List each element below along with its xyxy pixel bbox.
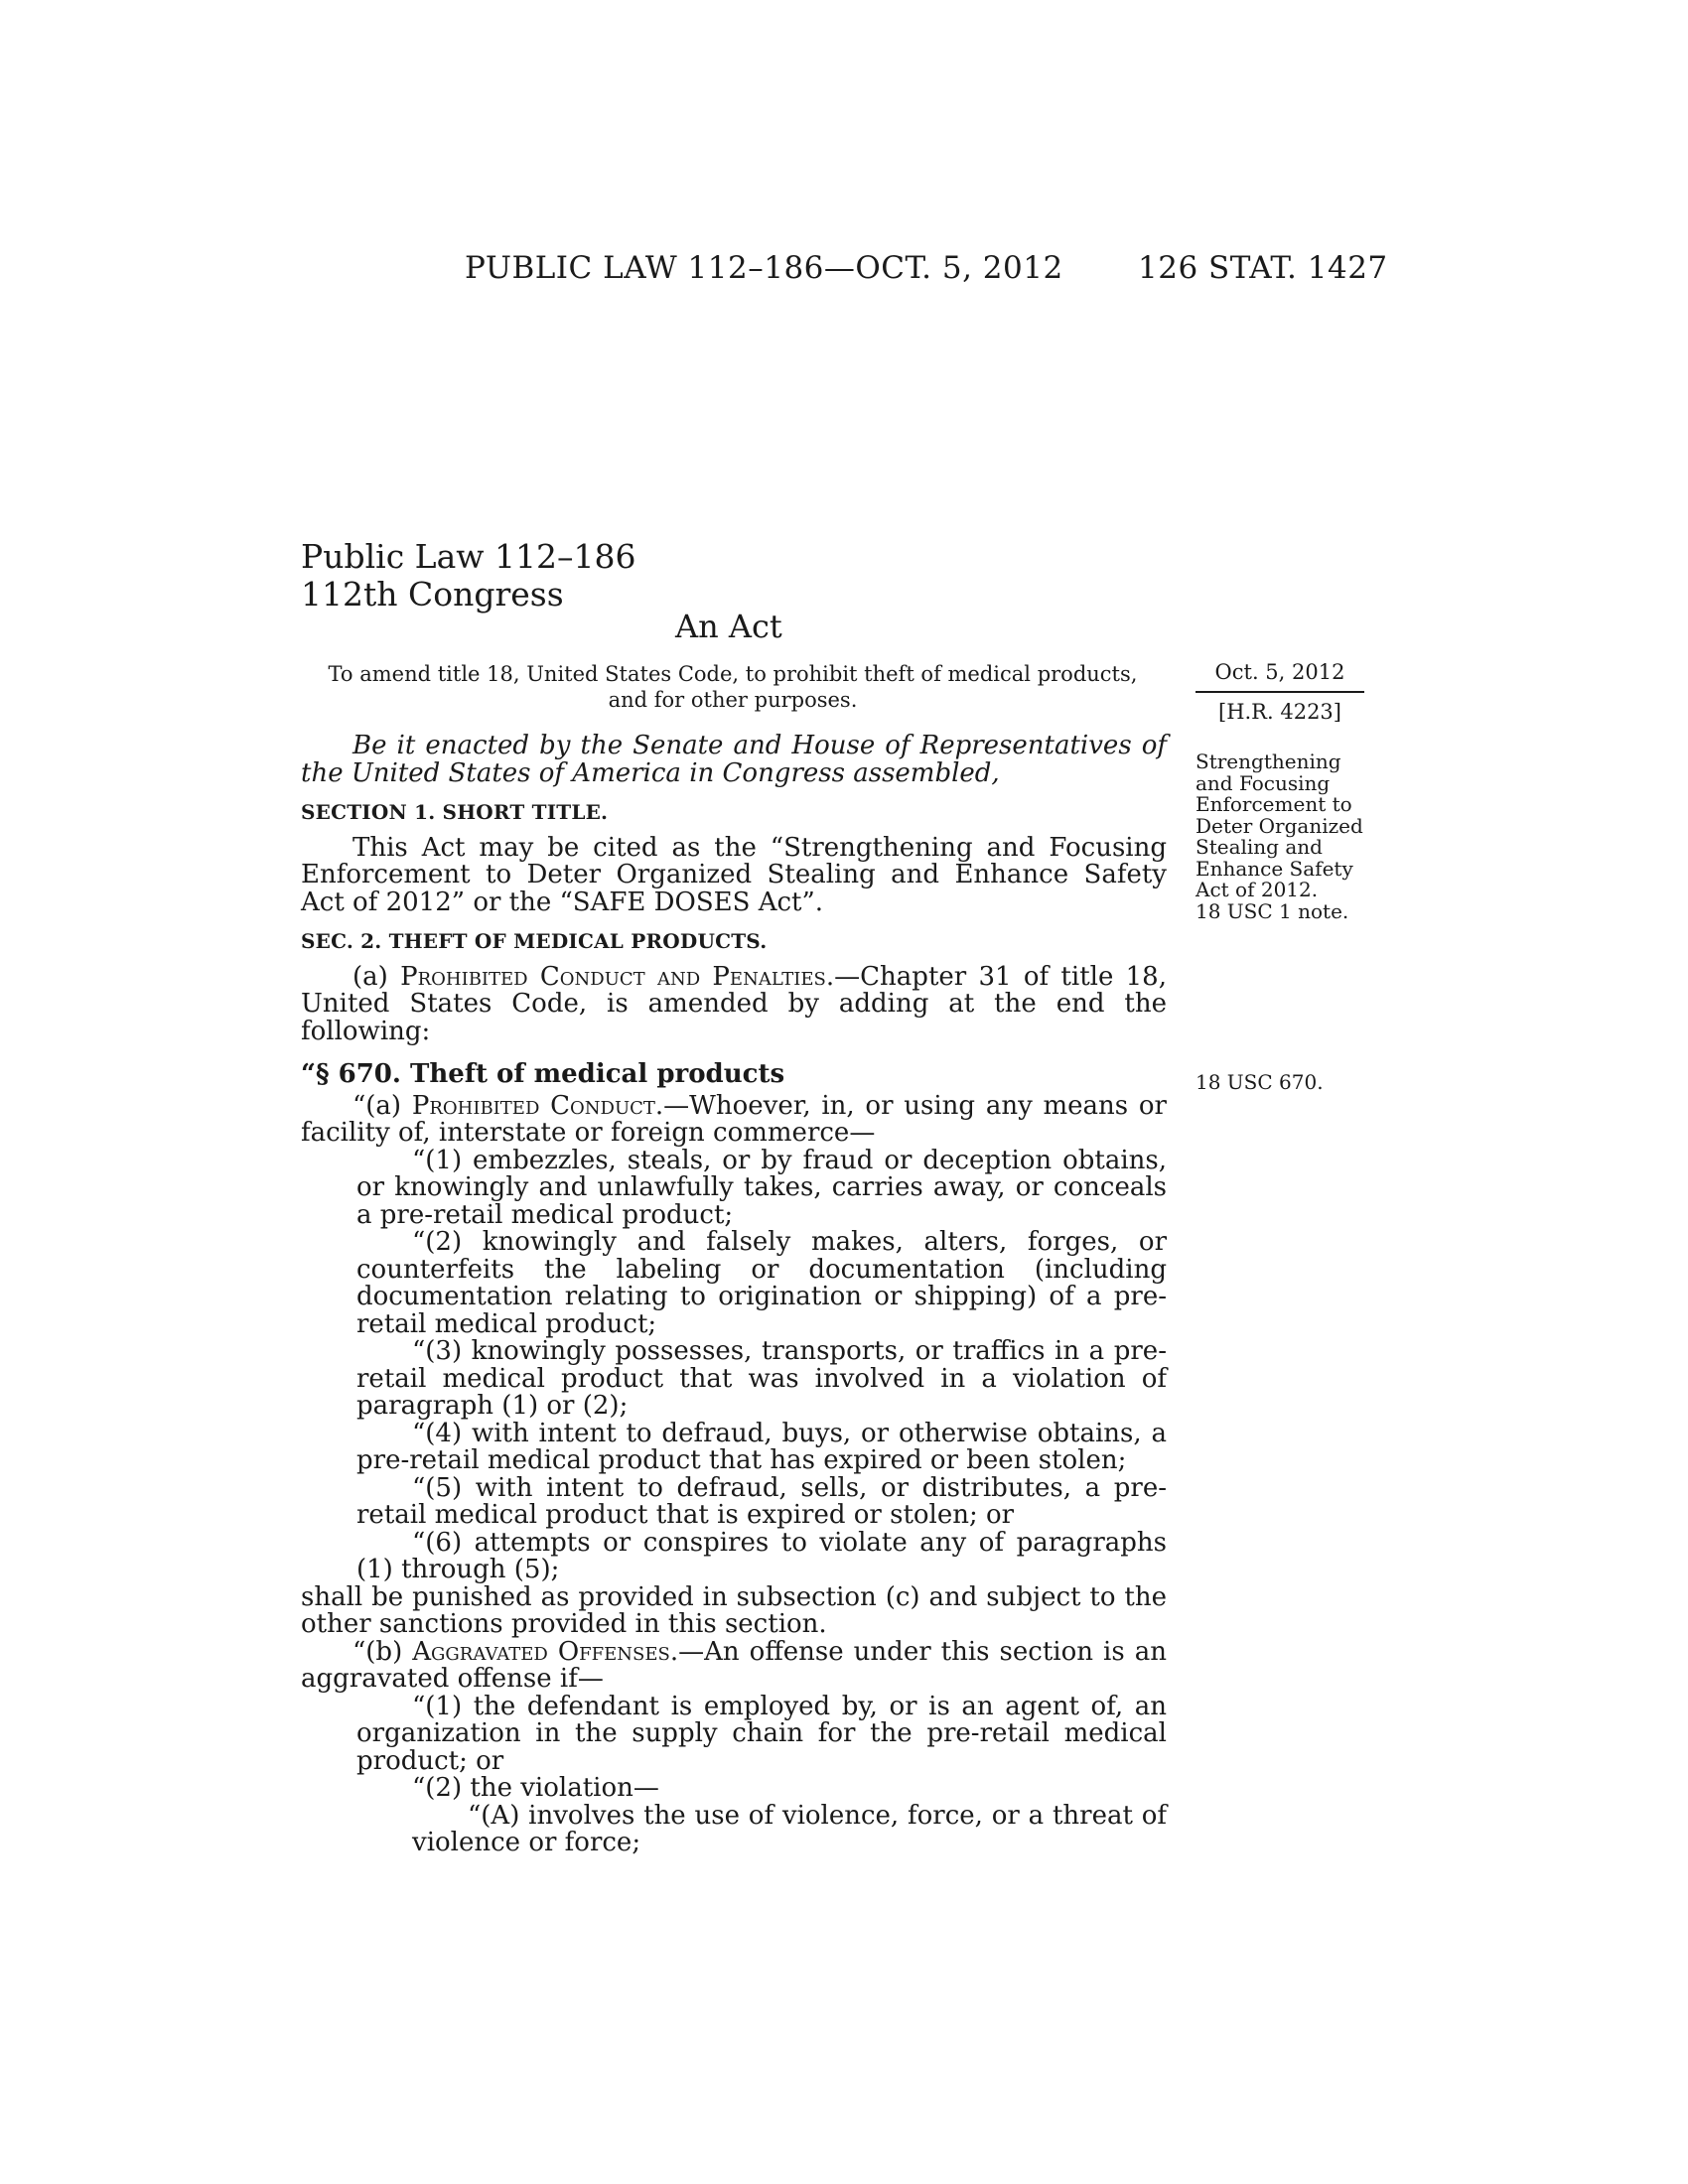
- bill-number: [H.R. 4223]: [1218, 700, 1341, 724]
- margin-note-line: Act of 2012.: [1196, 878, 1319, 901]
- section-1-heading: SECTION 1. SHORT TITLE.: [301, 800, 609, 824]
- subsection-a-caption: Prohibited Conduct.: [411, 1090, 664, 1121]
- paragraph-b2: “(2) the violation—: [412, 1773, 659, 1803]
- act-heading: An Act: [675, 608, 782, 645]
- subsection-a-paragraph: [301, 1090, 1167, 1148]
- margin-note-line: Deter Organized: [1196, 813, 1363, 838]
- subsection-a-text: —Whoever, in, or using any means or facility of, interstate or foreign commerce—: [301, 1090, 1167, 1148]
- running-header-left: PUBLIC LAW 112–186—OCT. 5, 2012: [465, 250, 1063, 286]
- paragraph-a6: “(6) attempts or conspires to violate any of paragraphs (1) through (5);: [356, 1527, 1167, 1584]
- law-number: Public Law 112–186: [301, 537, 636, 576]
- paragraph-a5: “(5) with intent to defraud, sells, or distributes, a preretail medical product that is expired or stolen; or: [356, 1472, 1167, 1530]
- subsection-b-paragraph: [301, 1636, 1167, 1694]
- section-670-heading: “§ 670. Theft of medical products: [301, 1059, 785, 1089]
- section-1-text: This Act may be cited as the “Strengthening and Focusing Enforcement to Deter Organized Stealing and Enhance Safety Act of 2012” or the “SAFE DOSES Act”.: [301, 832, 1167, 917]
- paragraph-a2: “(2) knowingly and falsely makes, alters, forges, or counterfeits the labeling or documentation (including documentation relating to origination or shipping) of a pre-retail medical product;: [356, 1227, 1167, 1339]
- margin-note-line: Enhance Safety: [1196, 856, 1353, 881]
- subsection-b-label: “(b): [352, 1636, 413, 1667]
- section-2a-paragraph: [301, 961, 1167, 1046]
- subsection-b-caption: Aggravated Offenses.: [412, 1636, 679, 1667]
- subparagraph-b2A: “(A) involves the use of violence, force, or a threat of violence or force;: [412, 1800, 1167, 1857]
- main-text: [301, 733, 1167, 1857]
- enactment-date: Oct. 5, 2012: [1196, 659, 1364, 693]
- date-bill-box: [1196, 659, 1364, 725]
- section-2a-label: (a): [352, 961, 401, 992]
- margin-note-line: Stealing and: [1196, 835, 1323, 859]
- section-2a-text: —Chapter 31 of title 18, United States Code, is amended by adding at the end the following:: [301, 961, 1167, 1046]
- subsection-b-text: —An offense under this section is an aggravated offense if—: [301, 1636, 1167, 1694]
- margin-note-line: Enforcement to: [1196, 792, 1352, 816]
- congress-number: 112th Congress: [301, 575, 564, 614]
- enacting-clause: Be it enacted by the Senate and House of Representatives of the United States of America in Congress assembled,: [301, 731, 1167, 788]
- section-2a-caption: Prohibited Conduct and Penalties.: [400, 961, 835, 992]
- paragraph-a3: “(3) knowingly possesses, transports, or traffics in a preretail medical product that was involved in a violation of paragraph (1) or (2);: [356, 1336, 1167, 1421]
- margin-note-usc-670: 18 USC 670.: [1196, 1070, 1324, 1094]
- act-purpose: To amend title 18, United States Code, to prohibit theft of medical products, and for other purposes.: [328, 662, 1138, 712]
- margin-note-line: Strengthening: [1196, 750, 1341, 773]
- margin-note-line: 18 USC 1 note.: [1196, 898, 1349, 923]
- paragraph-a1: “(1) embezzles, steals, or by fraud or deception obtains, or knowingly and unlawfully takes, carries away, or conceals a pre-retail medical product;: [356, 1145, 1167, 1230]
- paragraph-b1: “(1) the defendant is employed by, or is an agent of, an organization in the supply chain for the pre-retail medical product; or: [356, 1691, 1167, 1776]
- running-header-right: 126 STAT. 1427: [1138, 250, 1388, 286]
- subsection-a-close: shall be punished as provided in subsection (c) and subject to the other sanctions provided in this section.: [301, 1581, 1167, 1639]
- margin-note-line: and Focusing: [1196, 770, 1331, 795]
- margin-note-short-title: [1196, 751, 1374, 922]
- subsection-a-label: “(a): [352, 1090, 412, 1121]
- section-2-heading: SEC. 2. THEFT OF MEDICAL PRODUCTS.: [301, 929, 768, 953]
- paragraph-a4: “(4) with intent to defraud, buys, or otherwise obtains, a pre-retail medical product that has expired or been stolen;: [356, 1418, 1167, 1475]
- law-designation: [301, 538, 635, 614]
